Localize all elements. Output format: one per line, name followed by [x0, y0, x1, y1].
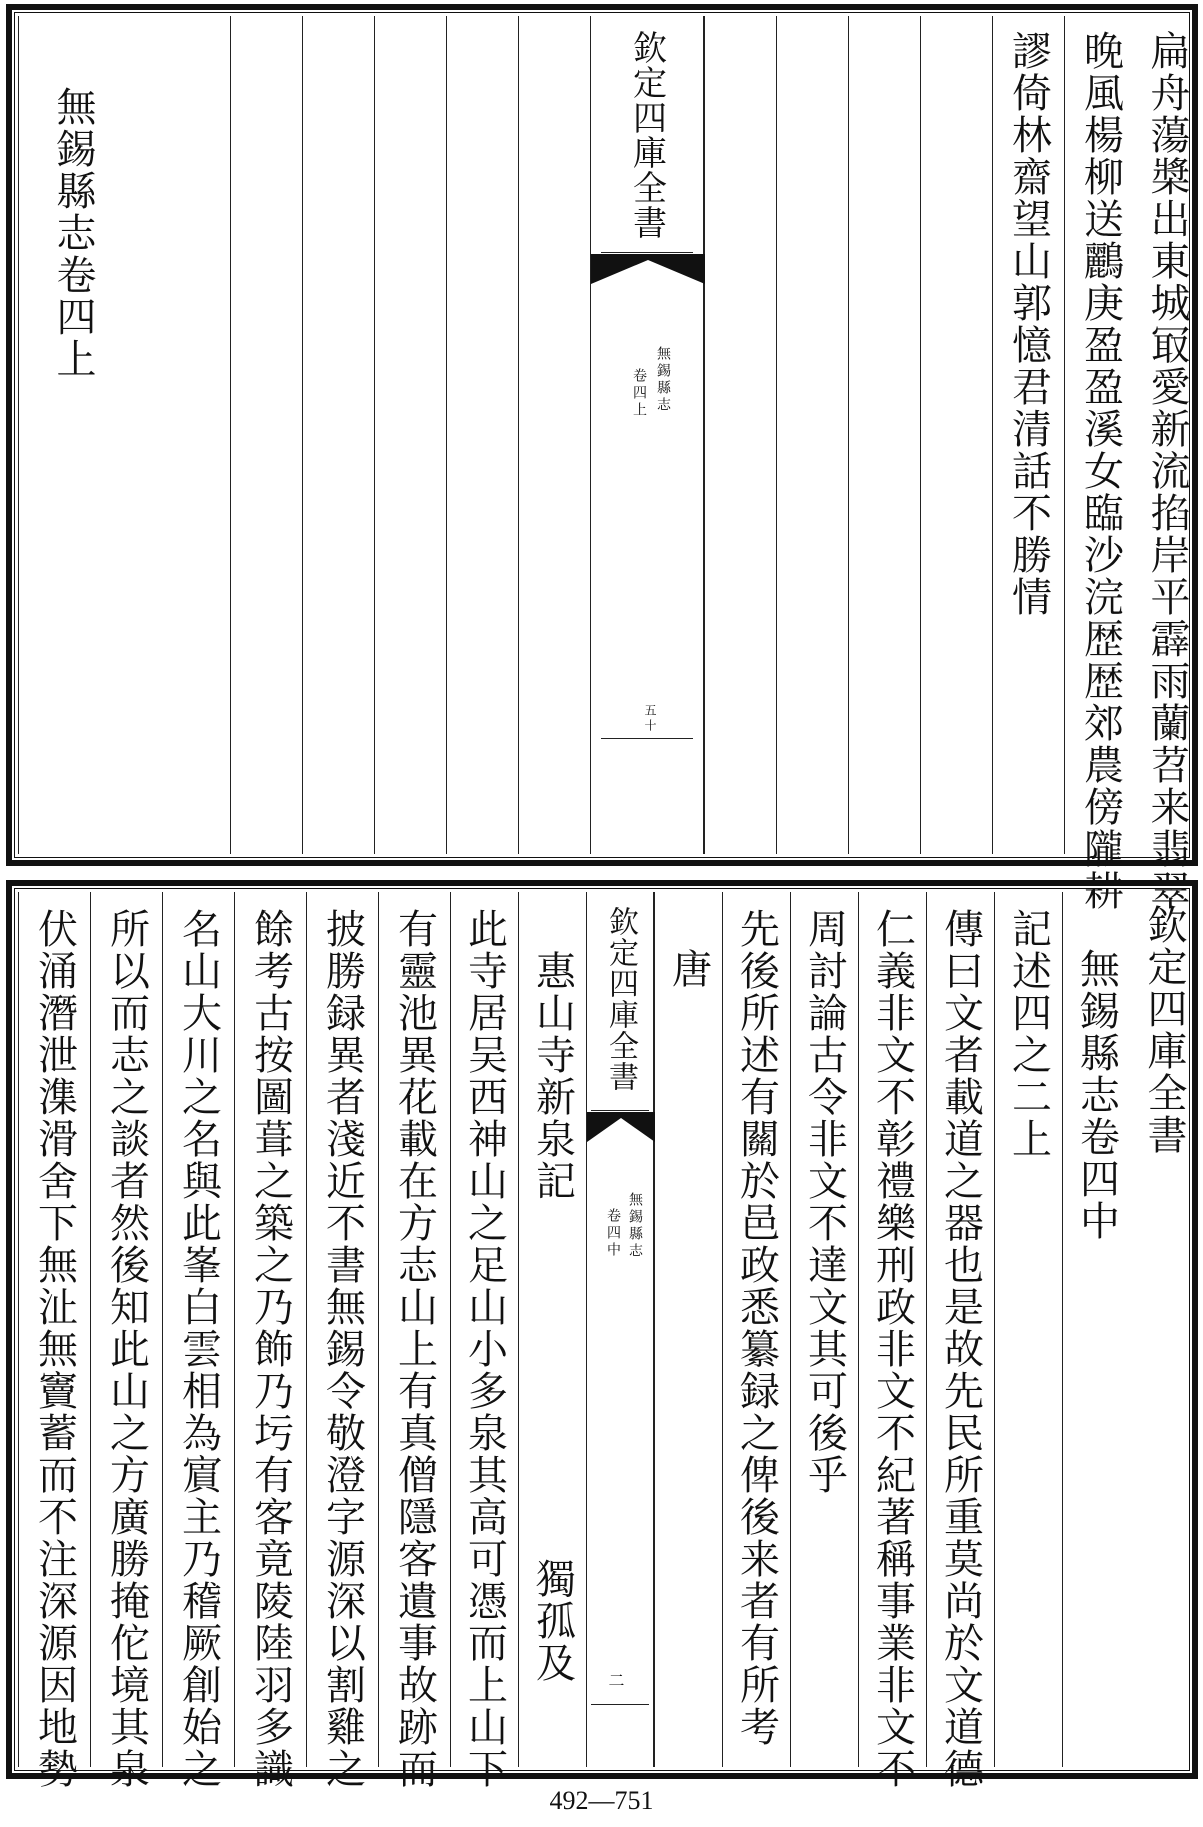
column	[920, 16, 992, 854]
column	[446, 16, 518, 854]
column	[518, 16, 590, 854]
column-text: 仁義非文不彰禮樂刑政非文不紀著稱事業非文不	[869, 908, 916, 1790]
column-text: 周討論古令非文不達文其可後乎	[801, 908, 848, 1496]
dynasty-heading: 唐	[665, 948, 712, 990]
fish-tail-mark	[587, 1112, 655, 1142]
column-text: 名山大川之名與此峯白雲相為賔主乃稽厥創始之	[175, 908, 222, 1790]
centre-book-title: 無錫縣志	[627, 1192, 643, 1260]
column	[858, 892, 926, 1790]
column	[230, 16, 302, 854]
column	[378, 892, 450, 1790]
article-title: 惠山寺新泉記	[529, 950, 576, 1202]
centre-volume: 卷四中	[605, 1208, 621, 1259]
column-text: 扁舟蕩槳出東城冣愛新流掐岸平霹雨蘭苕来翡翠	[1144, 30, 1190, 912]
leaf-number: 五十	[643, 704, 657, 734]
end-of-volume-title: 無錫縣志卷四上	[50, 86, 96, 380]
column	[848, 16, 920, 854]
column-text: 記述四之二上	[1005, 908, 1052, 1160]
column	[1062, 892, 1130, 1767]
column	[18, 892, 90, 1790]
column	[306, 892, 378, 1790]
column	[926, 892, 994, 1790]
column-text: 披勝録異者淺近不書無錫令敬澄字源深以割雞之	[319, 908, 366, 1790]
column	[790, 892, 858, 1767]
centre-title: 欽定四庫全書	[603, 906, 638, 1092]
column	[1064, 16, 1136, 912]
column	[992, 16, 1064, 854]
column-text: 餘考古按圖葺之築之乃飾乃圬有客竟陵陸羽多識	[247, 908, 294, 1790]
divider-rule	[601, 252, 693, 253]
column-text: 所以而志之談者然後知此山之方廣勝掩佗境其泉	[103, 908, 150, 1790]
column	[722, 892, 790, 1767]
column-text: 無錫縣志卷四中	[1073, 948, 1120, 1242]
page-number: 492—751	[549, 1786, 654, 1815]
column	[654, 892, 722, 1767]
divider-rule	[601, 738, 693, 739]
top-folio	[6, 4, 1198, 912]
centre-fold	[590, 16, 704, 854]
column	[518, 892, 586, 1767]
divider-rule	[591, 1110, 649, 1111]
column	[162, 892, 234, 1790]
column-text: 欽定四庫全書	[1141, 904, 1187, 1156]
column	[18, 16, 230, 854]
column	[704, 16, 776, 854]
centre-volume: 卷四上	[631, 368, 647, 419]
column	[302, 16, 374, 854]
column	[1130, 892, 1198, 1767]
column	[374, 16, 446, 854]
centre-fold	[586, 892, 654, 1767]
column-text: 先後所述有關於邑政悉纂録之俾後来者有所考	[733, 908, 780, 1748]
column	[776, 16, 848, 854]
column-text: 晚風楊柳送鸝庚盈盈溪女臨沙浣歴歴郊農傍隴耕	[1077, 30, 1124, 912]
fish-tail-mark	[591, 254, 705, 284]
column	[234, 892, 306, 1790]
centre-title: 欽定四庫全書	[626, 30, 667, 240]
column-text: 此寺居吴西神山之足山小多泉其高可憑而上山下	[461, 908, 508, 1790]
column-text: 伏涌潛泄潗滑舍下無沚無竇蓄而不注深源因地勢	[31, 908, 78, 1790]
column-text: 謬倚林齋望山郭憶君清話不勝情	[1005, 30, 1052, 618]
column-text: 有靈池異花載在方志山上有真僧隱客遺事故跡而	[391, 908, 438, 1790]
column	[450, 892, 518, 1790]
centre-book-title: 無錫縣志	[655, 346, 671, 414]
divider-rule	[591, 1704, 649, 1705]
author-name: 獨孤及	[529, 1558, 576, 1684]
column-text: 傳曰文者載道之器也是故先民所重莫尚於文道德	[937, 908, 984, 1790]
bottom-folio	[6, 880, 1198, 1790]
column	[1136, 16, 1198, 912]
leaf-number: 二	[606, 1672, 625, 1691]
column	[90, 892, 162, 1790]
column	[994, 892, 1062, 1767]
